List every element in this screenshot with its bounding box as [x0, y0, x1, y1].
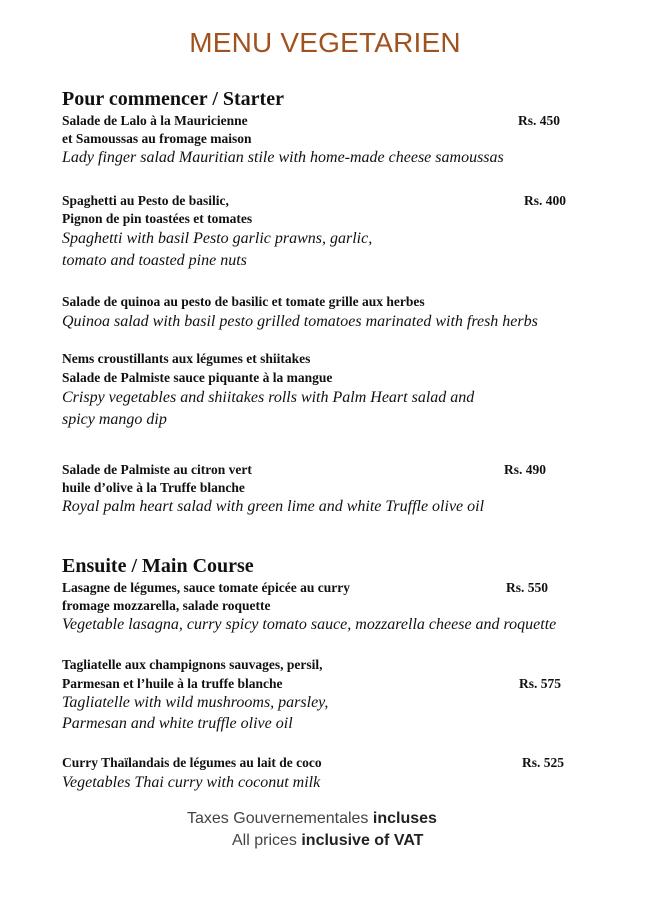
item-description-en: Spaghetti with basil Pesto garlic prawns, garlic,	[62, 230, 373, 247]
item-name-fr: Salade de quinoa au pesto de basilic et tomate grille aux herbes	[62, 294, 425, 309]
tax-note-en-emphasis: inclusive of VAT	[301, 832, 424, 849]
item-price: Rs. 525	[522, 755, 565, 770]
tax-note-en-text: All prices	[232, 832, 302, 849]
item-name-fr: Salade de Lalo à la Mauricienne	[62, 113, 248, 128]
item-name-fr: Salade de Palmiste sauce piquante à la mangue	[62, 370, 333, 385]
item-name-fr: huile d’olive à la Truffe blanche	[62, 480, 245, 495]
item-name-fr: Tagliatelle aux champignons sauvages, persil,	[62, 657, 323, 672]
item-description-en: Tagliatelle with wild mushrooms, parsley,	[62, 694, 329, 711]
item-description-en: tomato and toasted pine nuts	[62, 252, 247, 269]
item-price: Rs. 490	[504, 462, 547, 477]
tax-note-fr-emphasis: incluses	[372, 810, 437, 827]
item-name-fr: Curry Thaïlandais de légumes au lait de coco	[62, 755, 322, 770]
item-description-en: Quinoa salad with basil pesto grilled tomatoes marinated with fresh herbs	[62, 313, 538, 330]
item-description-en: spicy mango dip	[62, 411, 167, 428]
item-description-en: Vegetables Thai curry with coconut milk	[62, 774, 321, 791]
section-heading-main-course: Ensuite / Main Course	[62, 555, 254, 577]
item-price: Rs. 550	[506, 580, 549, 595]
item-name-fr: Parmesan et l’huile à la truffe blanche	[62, 676, 283, 691]
item-name-fr: Salade de Palmiste au citron vert	[62, 462, 252, 477]
section-heading-starter: Pour commencer / Starter	[62, 88, 284, 110]
tax-note-en	[232, 832, 423, 850]
menu-title: MENU VEGETARIEN	[189, 27, 461, 58]
item-name-fr: fromage mozzarella, salade roquette	[62, 598, 271, 613]
item-price: Rs. 575	[519, 676, 562, 691]
item-price: Rs. 400	[524, 193, 567, 208]
tax-note-fr	[187, 810, 437, 828]
item-description-en: Vegetable lasagna, curry spicy tomato sauce, mozzarella cheese and roquette	[62, 616, 557, 633]
item-name-fr: Pignon de pin toastées et tomates	[62, 211, 253, 226]
item-price: Rs. 450	[518, 113, 561, 128]
item-name-fr: Nems croustillants aux légumes et shiitakes	[62, 351, 311, 366]
item-description-en: Parmesan and white truffle olive oil	[62, 715, 293, 732]
item-description-en: Royal palm heart salad with green lime and white Truffle olive oil	[62, 498, 485, 515]
item-name-fr: Spaghetti au Pesto de basilic,	[62, 193, 229, 208]
item-description-en: Lady finger salad Mauritian stile with home-made cheese samoussas	[62, 149, 504, 166]
tax-note-fr-text: Taxes Gouvernementales	[187, 810, 373, 827]
item-name-fr: et Samoussas au fromage maison	[62, 131, 252, 146]
item-description-en: Crispy vegetables and shiitakes rolls with Palm Heart salad and	[62, 389, 475, 406]
item-name-fr: Lasagne de légumes, sauce tomate épicée au curry	[62, 580, 350, 595]
